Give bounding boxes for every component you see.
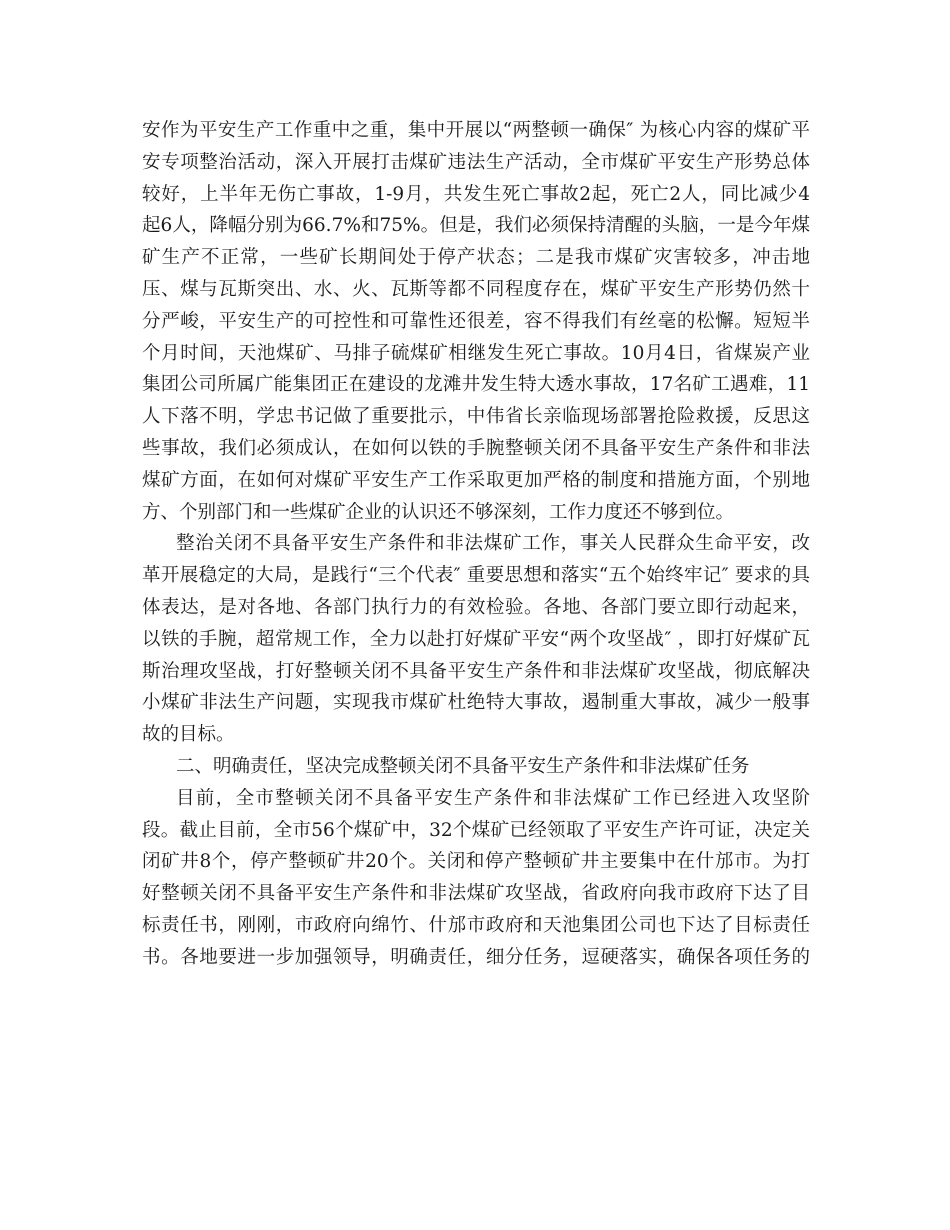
text-line: 压、煤与瓦斯突出、水、火、瓦斯等都不同程度存在，煤矿平安生产形势仍然十	[142, 278, 810, 300]
text-line: 安专项整治活动，深入开展打击煤矿违法生产活动，全市煤矿平安生产形势总体	[142, 151, 810, 173]
text-line: 整治关闭不具备平安生产条件和非法煤矿工作，事关人民群众生命平安，改	[176, 533, 810, 555]
text-line: 小煤矿非法生产问题，实现我市煤矿杜绝特大事故，遏制重大事故，减少一般事	[142, 692, 810, 714]
text-line: 革开展稳定的大局，是践行“三个代表″ 重要思想和落实“五个始终牢记″ 要求的具	[142, 565, 810, 587]
text-line: 二、明确责任，坚决完成整顿关闭不具备平安生产条件和非法煤矿任务	[176, 755, 750, 777]
text-line: 以铁的手腕，超常规工作，全力以赴打好煤矿平安“两个攻坚战″ ，即打好煤矿瓦	[142, 628, 810, 650]
document-page	[142, 115, 810, 974]
text-line: 标责任书，刚刚，市政府向绵竹、什邡市政府和天池集团公司也下达了目标责任	[142, 914, 810, 936]
text-line: 故的目标。	[142, 724, 235, 746]
text-line: 斯治理攻坚战，打好整顿关闭不具备平安生产条件和非法煤矿攻坚战，彻底解决	[142, 660, 810, 682]
text-line: 段。截止目前，全市56个煤矿中，32个煤矿已经领取了平安生产许可证，决定关	[142, 819, 810, 841]
text-line: 集团公司所属广能集团正在建设的龙滩井发生特大透水事故，17名矿工遇难，11	[142, 374, 810, 396]
text-line: 安作为平安生产工作重中之重，集中开展以“两整顿一确保″ 为核心内容的煤矿平	[142, 120, 810, 141]
text-line: 人下落不明，学忠书记做了重要批示，中伟省长亲临现场部署抢险救援，反思这	[142, 406, 810, 428]
text-line: 煤矿方面，在如何对煤矿平安生产工作采取更加严格的制度和措施方面，个别地	[142, 469, 810, 491]
text-line: 体表达，是对各地、各部门执行力的有效检验。各地、各部门要立即行动起来，	[142, 596, 810, 618]
text-line: 分严峻，平安生产的可控性和可靠性还很差，容不得我们有丝毫的松懈。短短半	[142, 310, 810, 332]
text-line: 书。各地要进一步加强领导，明确责任，细分任务，逗硬落实，确保各项任务的	[142, 946, 810, 968]
text-line: 个月时间，天池煤矿、马排子硫煤矿相继发生死亡事故。10月4日，省煤炭产业	[142, 342, 810, 364]
text-line: 闭矿井8个，停产整顿矿井20个。关闭和停产整顿矿井主要集中在什邡市。为打	[142, 851, 810, 873]
text-line: 好整顿关闭不具备平安生产条件和非法煤矿攻坚战，省政府向我市政府下达了目	[142, 883, 810, 905]
text-line: 起6人，降幅分别为66.7%和75%。但是，我们必须保持清醒的头脑，一是今年煤	[142, 215, 810, 237]
text-line: 较好，上半年无伤亡事故，1-9月，共发生死亡事故2起，死亡2人，同比减少4	[142, 183, 810, 205]
text-line: 些事故，我们必须成认，在如何以铁的手腕整顿关闭不具备平安生产条件和非法	[142, 437, 810, 459]
text-line: 方、个别部门和一些煤矿企业的认识还不够深刻，工作力度还不够到位。	[142, 501, 735, 523]
text-line: 矿生产不正常，一些矿长期间处于停产状态；二是我市煤矿灾害较多，冲击地	[142, 247, 810, 269]
text-line: 目前，全市整顿关闭不具备平安生产条件和非法煤矿工作已经进入攻坚阶	[176, 787, 810, 809]
